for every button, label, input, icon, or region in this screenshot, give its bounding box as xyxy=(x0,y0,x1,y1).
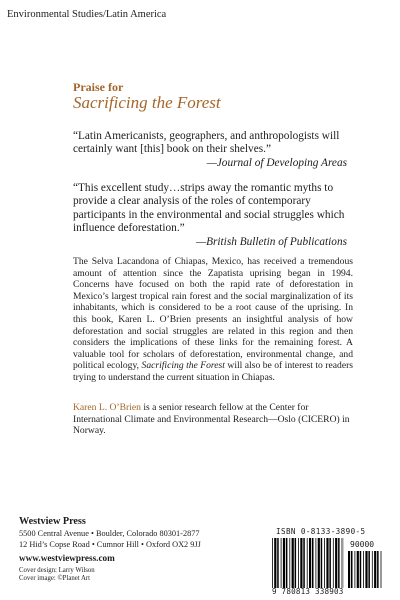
cover-image-credit: Cover image: ©Planet Art xyxy=(19,574,91,582)
barcode-bar xyxy=(329,538,331,588)
barcode-bar xyxy=(274,538,276,588)
barcode-bar xyxy=(298,538,299,588)
barcode-bar xyxy=(292,538,294,588)
publisher-address-us: 5500 Central Avenue • Boulder, Colorado 80301-2877 xyxy=(19,529,200,539)
barcode-bar xyxy=(316,538,317,588)
barcode-bar xyxy=(357,551,359,588)
barcode-bar xyxy=(272,538,273,588)
isbn-text: ISBN 0-8133-3890-5 xyxy=(276,527,366,536)
barcode-bar xyxy=(351,551,353,588)
cover-design-credit: Cover design: Larry Wilson xyxy=(19,566,95,574)
description-title: Sacrificing the Forest xyxy=(141,360,225,372)
barcode-bar xyxy=(321,538,323,588)
barcode-bar xyxy=(348,551,350,588)
barcode-bar xyxy=(283,538,285,588)
price-code: 90000 xyxy=(350,540,375,549)
barcode-bar xyxy=(372,551,373,588)
barcode-bar xyxy=(326,538,328,588)
barcode-bar xyxy=(324,538,325,588)
category-label: Environmental Studies/Latin America xyxy=(7,9,167,20)
author-name: Karen L. O’Brien xyxy=(73,402,141,413)
barcode-bar xyxy=(309,538,311,588)
barcode-bar xyxy=(300,538,302,588)
barcode-bar xyxy=(377,551,379,588)
publisher-info xyxy=(19,517,259,583)
barcode-bar xyxy=(295,538,297,588)
description-tail: will also be of interest to readers trying to understand the current situation in Chiapas. xyxy=(73,360,353,383)
barcode-bar xyxy=(374,551,376,588)
publisher-website: www.westviewpress.com xyxy=(19,553,115,564)
barcode-bar xyxy=(286,538,288,588)
barcode-bar xyxy=(335,538,337,588)
barcode-bar xyxy=(277,538,279,588)
publisher-address-uk: 12 Hid’s Copse Road • Cumnor Hill • Oxford OX2 9JJ xyxy=(19,539,201,549)
description-body: The Selva Lacandona of Chiapas, Mexico, has received a tremendous amount of attention since the Zapatista uprising began in 1994. Concerns have focused on both the rapid rate of deforestation in Mexico’s largest tropical rain forest and the social marginalization of its inhabitants, which is considered to be a root cause of the uprising. In this book, Karen L. O’Brien presents an insightful analysis of how deforestation and social struggles are related in this region and then considers the implications of these links for the remaining forest. A valuable tool for scholars of deforestation, environmental change, and political ecology, xyxy=(73,256,353,372)
barcode-bar xyxy=(307,538,308,588)
quote-text: “This excellent study…strips away the romantic myths to provide a clear analysis of the roles of contemporary participants in the environmental and social struggles which influence deforestation.” xyxy=(73,182,345,235)
barcode-bar xyxy=(333,538,334,588)
barcode-bar xyxy=(355,551,356,588)
praise-label: Praise for xyxy=(73,80,124,94)
publisher-name: Westview Press xyxy=(19,516,86,527)
barcode-bar xyxy=(363,551,364,588)
barcode-bar xyxy=(312,538,314,588)
ean-number: 9 780813 338903 xyxy=(272,587,344,596)
barcode-bar xyxy=(318,538,320,588)
review-quote xyxy=(73,182,353,249)
review-quote xyxy=(73,130,353,170)
barcode-bar xyxy=(368,551,370,588)
barcode-bar xyxy=(303,538,305,588)
addon-barcode-bars xyxy=(348,551,382,588)
book-description xyxy=(73,256,353,384)
author-bio-text: is a senior research fellow at the Center for International Climate and Environmental Research—Oslo (CICERO) in Norway. xyxy=(73,402,350,437)
author-bio xyxy=(73,402,353,437)
barcode-bar xyxy=(381,551,382,588)
quote-text: “Latin Americanists, geographers, and anthropologists will certainly want [this] book on their shelves.” xyxy=(73,130,340,156)
barcode-bar xyxy=(289,538,290,588)
barcode-bar xyxy=(365,551,367,588)
barcode-bar xyxy=(342,538,343,588)
quote-source: —Journal of Developing Areas xyxy=(206,156,347,169)
barcode xyxy=(268,527,386,595)
praise-book-title: Sacrificing the Forest xyxy=(73,93,221,112)
quote-source: —British Bulletin of Publications xyxy=(196,235,347,248)
ean-barcode-bars xyxy=(272,538,344,588)
barcode-bar xyxy=(338,538,340,588)
barcode-bar xyxy=(281,538,282,588)
barcode-bar xyxy=(360,551,362,588)
